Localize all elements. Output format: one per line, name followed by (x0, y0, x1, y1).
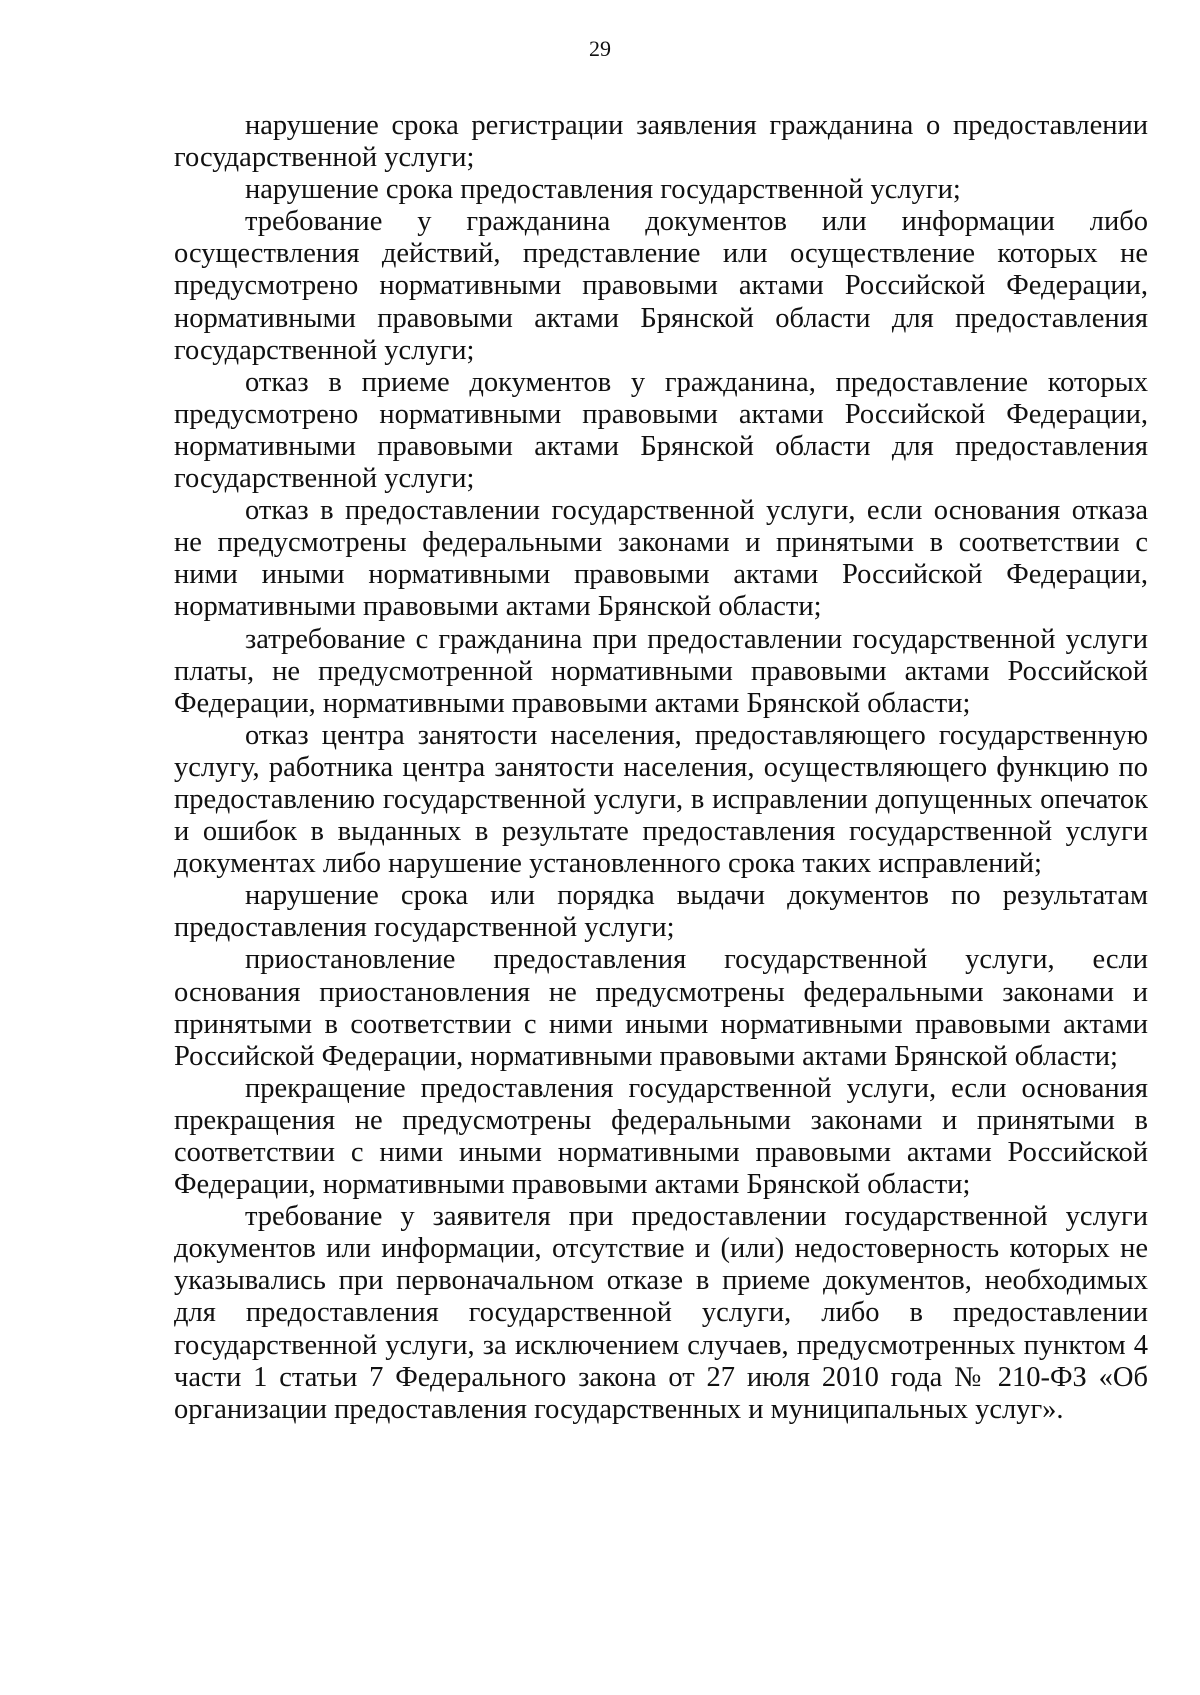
document-body (174, 110, 1148, 1426)
paragraph-3: требование у гражданина документов или информации либо осуществления действий, представление или осуществление которых не предусмотрено нормативными правовыми актами Российской Федерации, нормативными правовыми актами Брянской области для предоставления государственной услуги; (174, 206, 1148, 366)
paragraph-4: отказ в приеме документов у гражданина, предоставление которых предусмотрено нормативными правовыми актами Российской Федерации, нормативными правовыми актами Брянской области для предоставления государственной услуги; (174, 366, 1148, 495)
paragraph-10: прекращение предоставления государственной услуги, если основания прекращения не предусмотрены федеральными законами и принятыми в соответствии с ними иными нормативными правовыми актами Российской Федерации, нормативными правовыми актами Брянской области; (174, 1072, 1148, 1201)
paragraph-8: нарушение срока или порядка выдачи документов по результатам предоставления государственной услуги; (174, 880, 1148, 944)
paragraph-11: требование у заявителя при предоставлении государственной услуги документов или информации, отсутствие и (или) недостоверность которых не указывались при первоначальном отказе в приеме документов, необходимых для предоставления государственной услуги, либо в предоставлении государственной услуги, за исключением случаев, предусмотренных пунктом 4 части 1 статьи 7 Федерального закона от 27 июля 2010 года № 210-ФЗ «Об организации предоставления государственных и муниципальных услуг». (174, 1201, 1148, 1425)
paragraph-1: нарушение срока регистрации заявления гражданина о предоставлении государственной услуги; (174, 110, 1148, 174)
paragraph-2: нарушение срока предоставления государственной услуги; (245, 174, 961, 206)
page-number: 29 (589, 36, 611, 61)
paragraph-6: затребование с гражданина при предоставлении государственной услуги платы, не предусмотренной нормативными правовыми актами Российской Федерации, нормативными правовыми актами Брянской области; (174, 623, 1148, 719)
paragraph-7: отказ центра занятости населения, предоставляющего государственную услугу, работника центра занятости населения, осуществляющего функцию по предоставлению государственной услуги, в исправлении допущенных опечаток и ошибок в выданных в результате предоставления государственной услуги документах либо нарушение установленного срока таких исправлений; (174, 719, 1148, 880)
paragraph-5: отказ в предоставлении государственной услуги, если основания отказа не предусмотрены федеральными законами и принятыми в соответствии с ними иными нормативными правовыми актами Российской Федерации, нормативными правовыми актами Брянской области; (174, 495, 1148, 623)
paragraph-9: приостановление предоставления государственной услуги, если основания приостановления не предусмотрены федеральными законами и принятыми в соответствии с ними иными нормативными правовыми актами Российской Федерации, нормативными правовыми актами Брянской области; (174, 944, 1148, 1072)
